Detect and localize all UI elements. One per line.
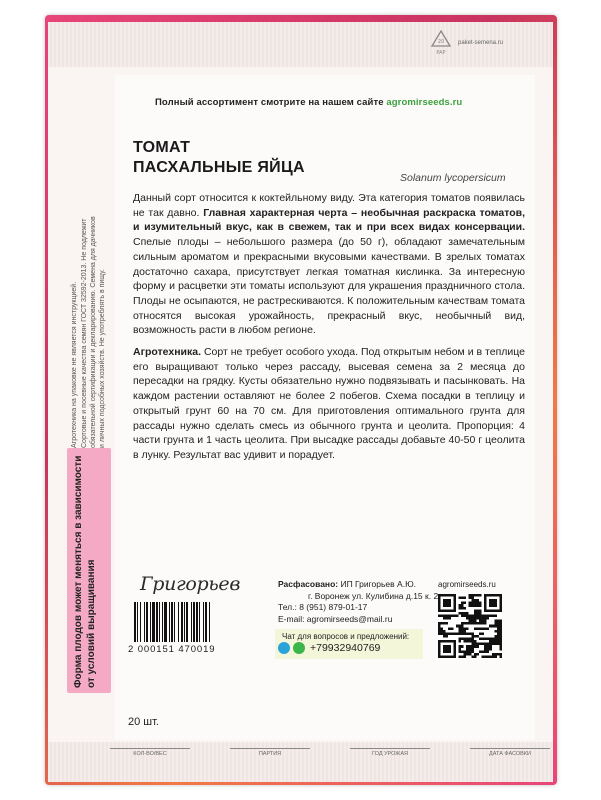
packer-label: Расфасовано: [278,579,339,589]
recycle-icon [430,30,452,56]
packer-info [278,579,438,625]
product-title [133,138,305,178]
seed-count: 20 шт. [128,716,159,728]
svg-text:20: 20 [437,39,445,45]
barcode-image [132,602,244,642]
footer-quantity: КОЛ-ВО/ВЕС [110,748,190,757]
qr-code-image[interactable] [438,594,502,658]
chat-phone[interactable]: +79932940769 [310,642,381,654]
packet-footer [110,748,550,757]
title-line-1: ТОМАТ [133,139,191,156]
site-link[interactable]: agromirseeds.ru [386,97,463,108]
recycle-label: PAP [436,50,446,56]
title-line-2: ПАСХАЛЬНЫЕ ЯЙЦА [133,159,305,176]
description-paragraph: Данный сорт относится к коктейльному виду. Эта категория томатов появилась не так давно. Главная характерная черта – необычная раскраска томатов, и изумительный вкус, как в свежем, так и при всех видах консервации. Спелые плоды – небольшого размера (до 50 г), обладают замечательным сильным ароматом и прекрасными вкусовыми качествами. В зрелых томатах достаточно сахара, присутствует легкая томатная кислинка. За интересную форму и расцветки эти томаты используют для украшения праздничного стола. Плоды не осыпаются, не растрескиваются. К положительным качествам томата относятся высокая урожайность, прекрасный вкус, необычный вид, возможность расти в любом регионе. [133,192,525,337]
site-line [155,97,462,108]
agrotech-paragraph: Агротехника. Сорт не требует особого ухода. Под открытым небом и в теплице его выращивают только через рассаду, высевая семена за 2 месяца до пересадки на грядку. Кусты обязательно нужно подвязывать и пасынковать. На каждом растении оставляют не более 2 побегов. Схема посадки в теплицу и открытый грунт 60 на 70 см. Для приготовления оптимального грунта для рассады нужно сделать смесь из обычного грунта и цеолита. Пропорция: 4 части грунта и 1 часть цеолита. При высадке рассады добавьте 40-50 г цеолита в лунку. Результат вас удивит и порадует. [133,346,525,461]
chat-label: Чат для вопросов и предложений: [282,632,410,641]
whatsapp-icon[interactable] [293,642,305,654]
latin-name: Solanum lycopersicum [400,172,506,184]
packer-email[interactable]: E-mail: agromirseeds@mail.ru [278,613,393,624]
paket-site-label: paket-semena.ru [458,40,504,46]
barcode-number: 2 000151 470019 [128,644,216,655]
messenger-icons [278,642,305,654]
packer-address: г. Воронеж ул. Кулибина д.15 к. 2 [308,590,439,601]
packer-tel: Тел.: 8 (951) 879-01-17 [278,602,368,612]
brand-logo: Григорьев [140,573,241,595]
side-legal-text: Агротехника на упаковке не является инструкцией. Сортовые и посевные качества семян ГОСТ 32592-2013. Не подлежит обязательной сертификации и декларированию. Семена для дачников и личных подсобных хозяйств. Не употреблять в пищу. [71,216,106,448]
qr-site-label: agromirseeds.ru [438,580,496,589]
footer-batch: ПАРТИЯ [230,748,310,757]
site-prefix: Полный ассортимент смотрите на нашем сайте [155,97,387,108]
telegram-icon[interactable] [278,642,290,654]
description-block [133,191,525,470]
footer-date: ДАТА ФАСОВКИ [470,748,550,757]
footer-year: ГОД УРОЖАЯ [350,748,430,757]
fruit-shape-notice: Форма плодов может меняться в зависимости от условий выращивания [67,448,111,693]
packer-name: ИП Григорьев А.Ю. [338,579,417,589]
